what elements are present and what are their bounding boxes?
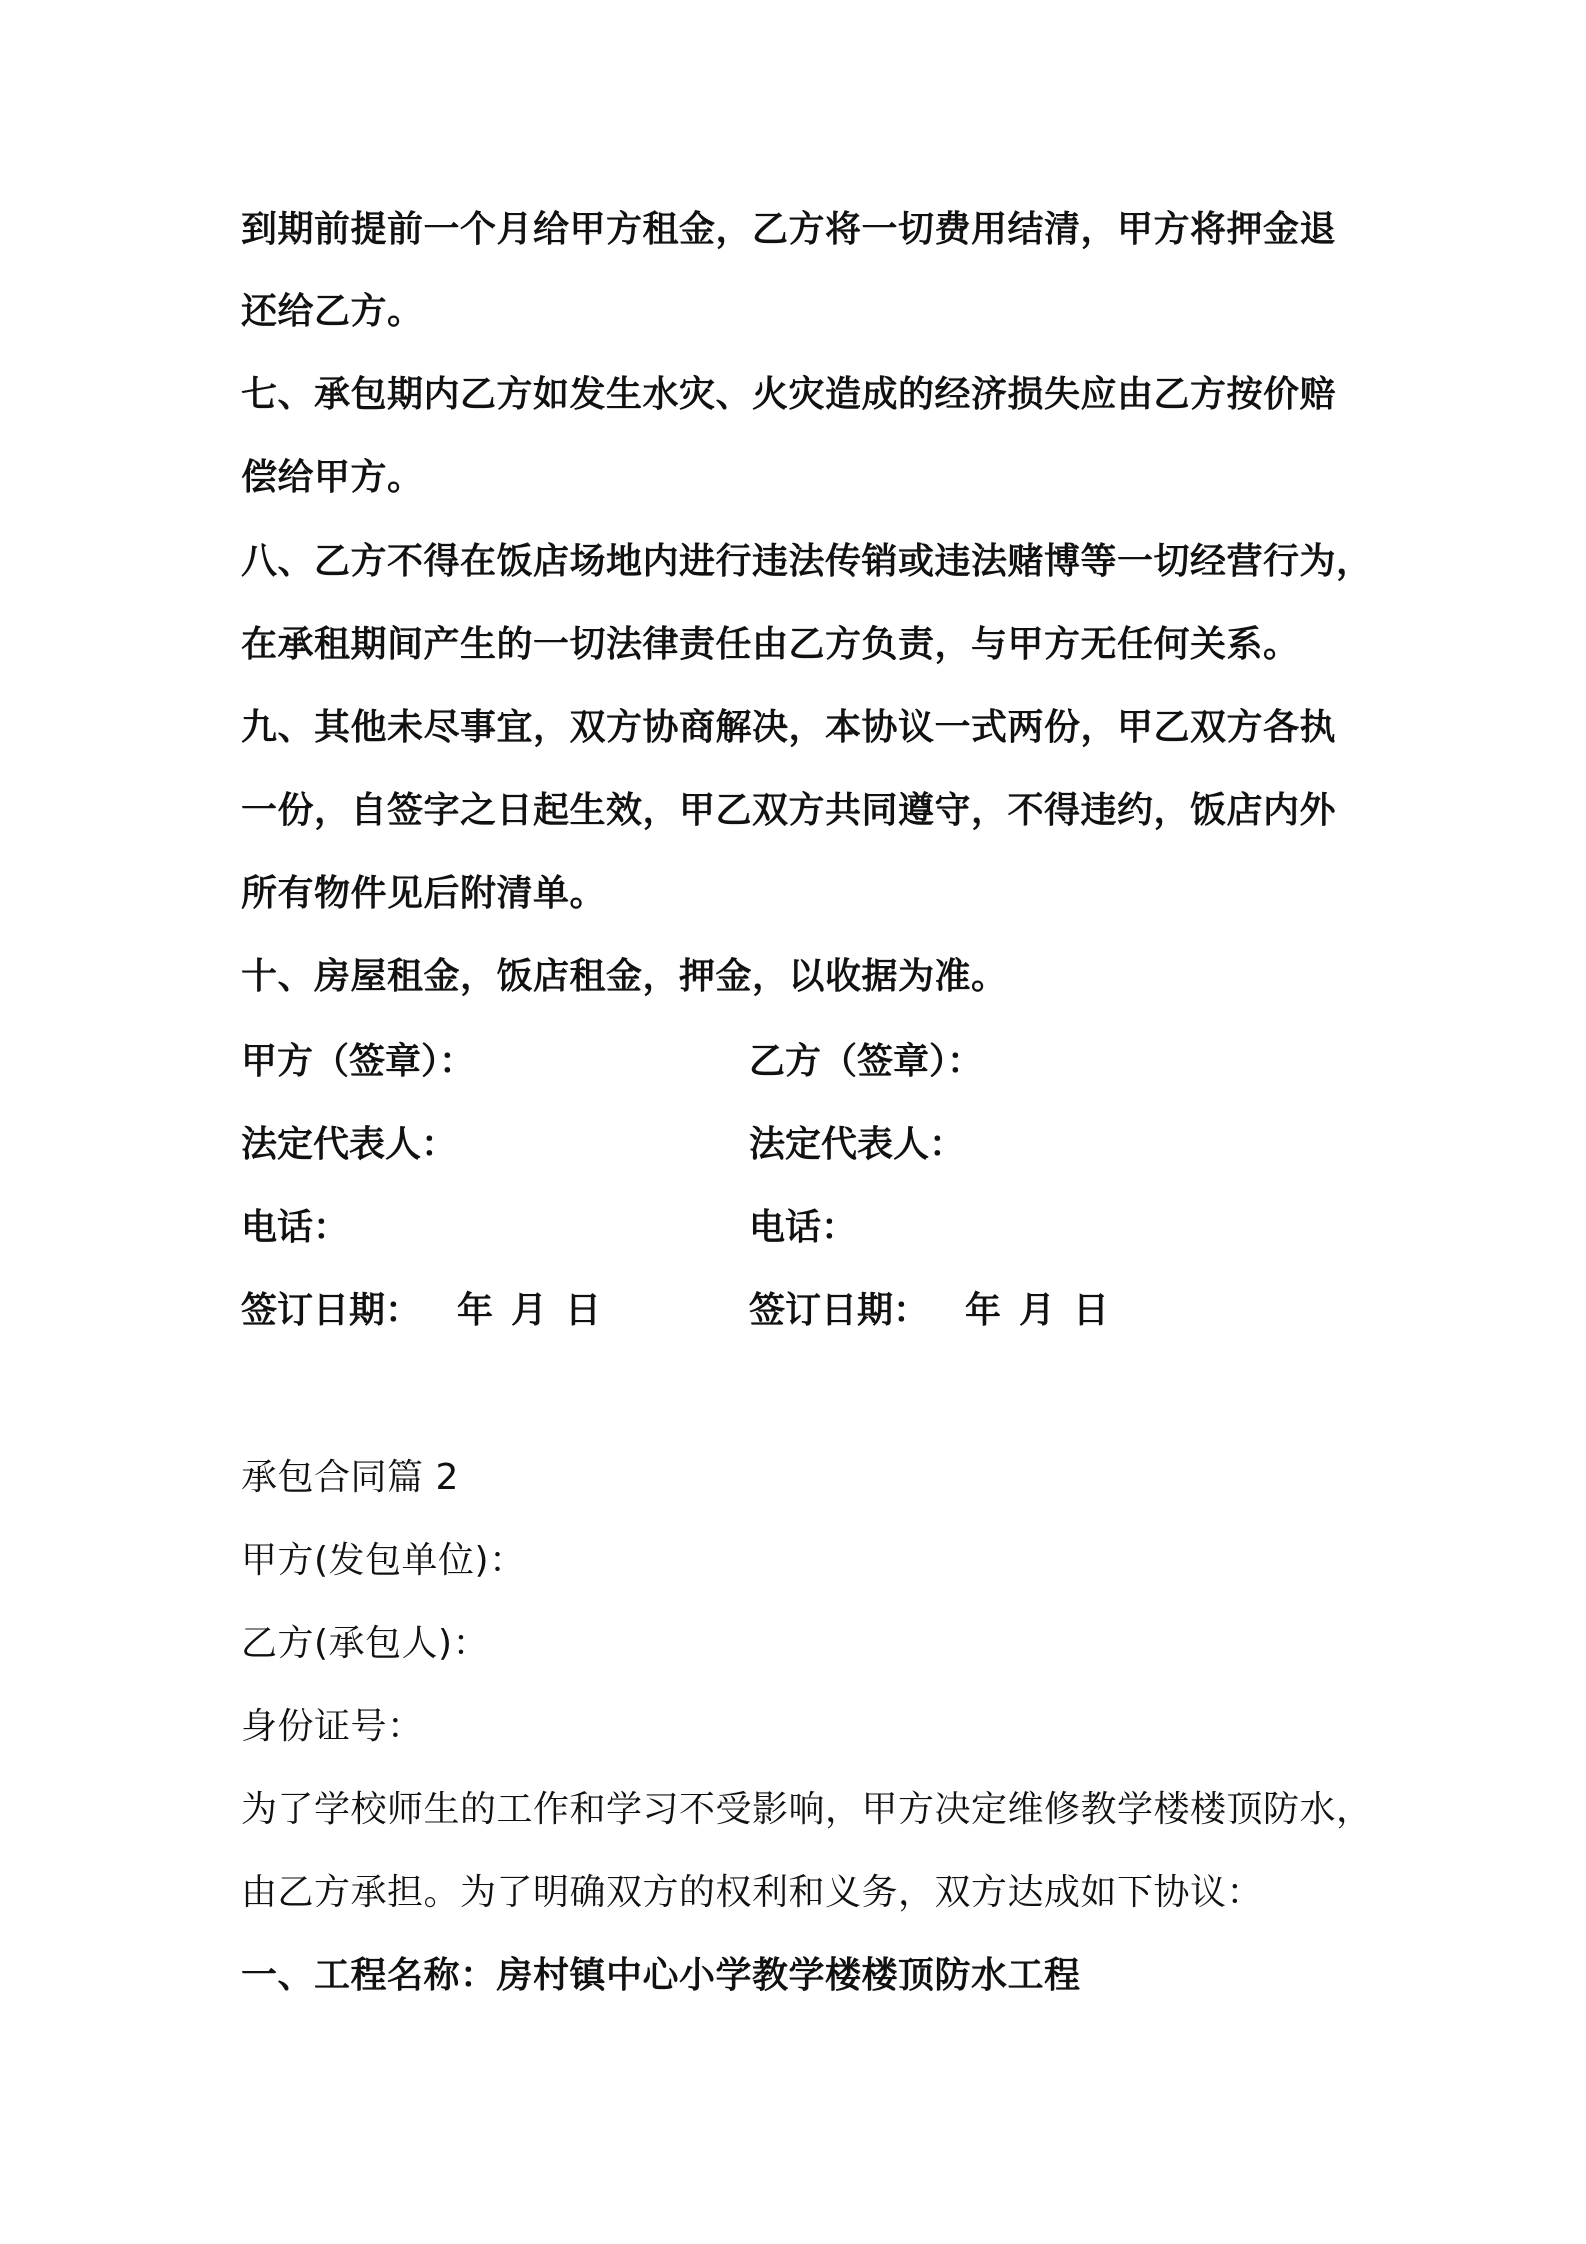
party-a-label: 甲方(发包单位)： xyxy=(241,1540,526,1581)
date-day: 日 xyxy=(565,1290,602,1331)
clause-text-line: 所有物件见后附清单。 xyxy=(241,873,607,914)
clause-text-line: 还给乙方。 xyxy=(241,291,424,332)
clause-text-line: 偿给甲方。 xyxy=(241,457,424,498)
date-label: 签订日期： xyxy=(749,1290,930,1331)
clause-eight: 八、乙方不得在饭店场地内进行违法传销或违法赌博等一切经营行为， xyxy=(241,541,1373,582)
intro-paragraph-line: 为了学校师生的工作和学习不受影响，甲方决定维修教学楼楼顶防水， xyxy=(241,1789,1373,1830)
section-title: 承包合同篇 2 xyxy=(241,1457,459,1498)
date-year: 年 xyxy=(457,1290,494,1331)
project-name-item: 一、工程名称：房村镇中心小学教学楼楼顶防水工程 xyxy=(241,1955,1081,1996)
party-b-label: 乙方(承包人)： xyxy=(241,1623,490,1664)
date-month: 月 xyxy=(511,1290,548,1331)
party-b-signing-date xyxy=(749,1289,1109,1333)
clause-nine: 九、其他未尽事宜，双方协商解决，本协议一式两份，甲乙双方各执 xyxy=(241,707,1337,748)
clause-text-line: 在承租期间产生的一切法律责任由乙方负责，与甲方无任何关系。 xyxy=(241,624,1300,665)
id-number-label: 身份证号： xyxy=(241,1706,424,1747)
date-label: 签订日期： xyxy=(241,1290,422,1331)
party-b-phone-label: 电话： xyxy=(749,1207,858,1248)
party-a-seal-label: 甲方（签章）： xyxy=(241,1041,476,1082)
party-a-representative-label: 法定代表人： xyxy=(241,1124,458,1165)
intro-paragraph-line: 由乙方承担。为了明确双方的权利和义务，双方达成如下协议： xyxy=(241,1872,1264,1913)
date-day: 日 xyxy=(1073,1290,1110,1331)
party-a-signing-date xyxy=(241,1289,601,1333)
clause-seven: 七、承包期内乙方如发生水灾、火灾造成的经济损失应由乙方按价赔 xyxy=(241,374,1337,415)
clause-text-line: 一份，自签字之日起生效，甲乙双方共同遵守，不得违约，饭店内外 xyxy=(241,790,1337,831)
party-b-seal-label: 乙方（签章）： xyxy=(749,1041,984,1082)
date-month: 月 xyxy=(1019,1290,1056,1331)
date-year: 年 xyxy=(965,1290,1002,1331)
party-a-phone-label: 电话： xyxy=(241,1207,350,1248)
party-b-representative-label: 法定代表人： xyxy=(749,1124,966,1165)
clause-ten: 十、房屋租金，饭店租金，押金，以收据为准。 xyxy=(241,956,1008,997)
clause-text-line: 到期前提前一个月给甲方租金，乙方将一切费用结清，甲方将押金退 xyxy=(241,209,1337,250)
